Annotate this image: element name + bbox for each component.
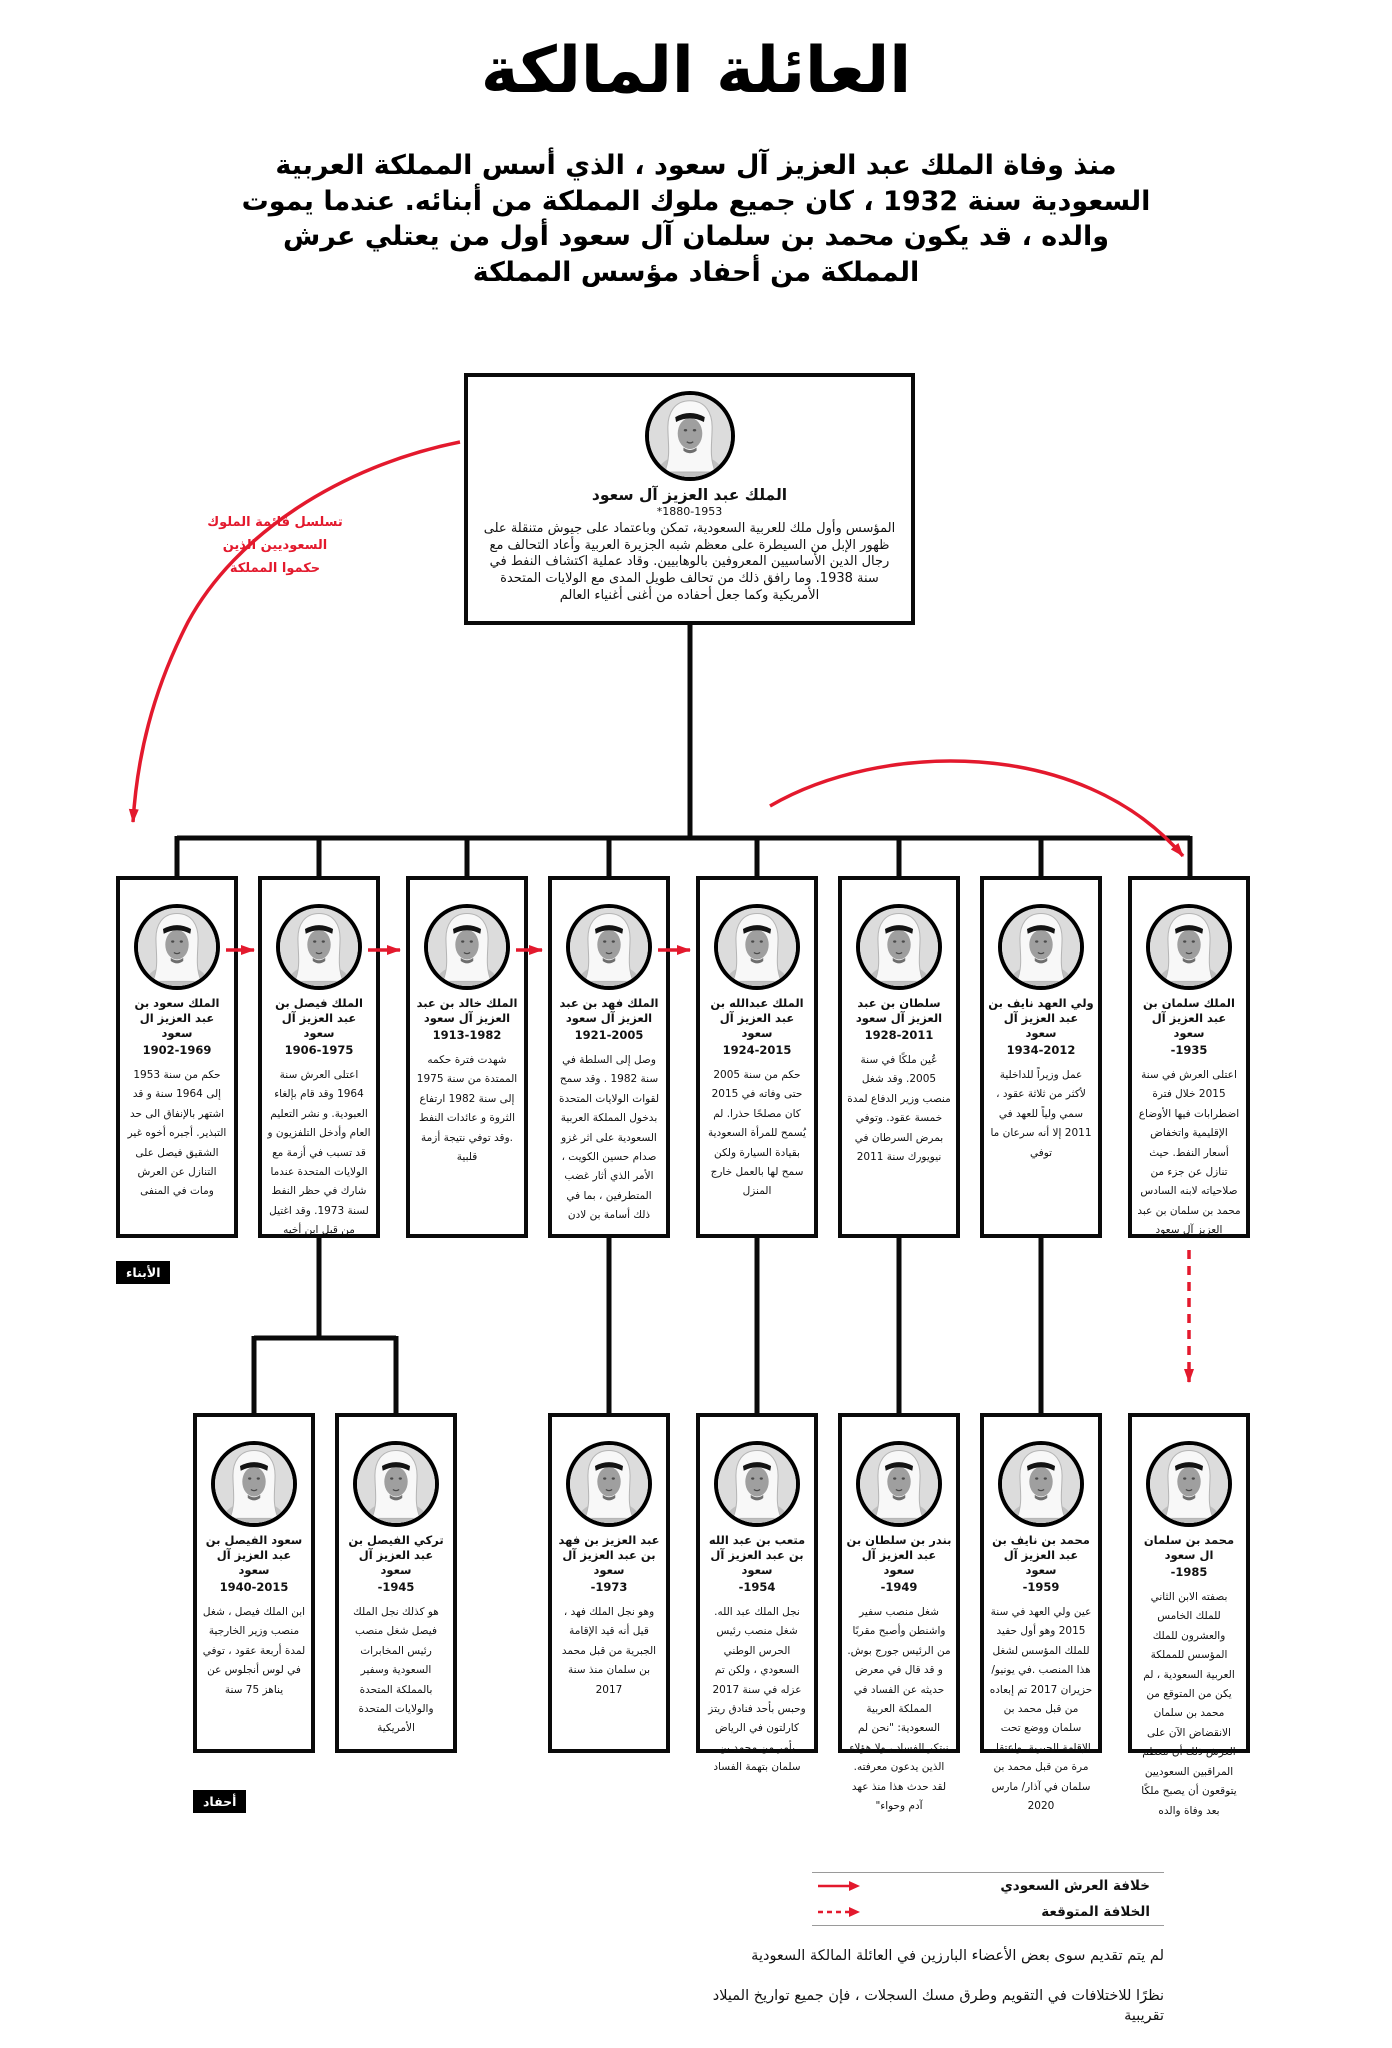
kings-sequence-note: تسلسل قائمة الملوك السعوديين الذين حكموا المملكة [207, 515, 343, 576]
person-portrait-icon [570, 908, 648, 986]
person-portrait-icon [215, 1445, 293, 1523]
footnote-line-2: نظرًا للاختلافات في التقويم وطرق مسك السجلات ، فإن جميع تواريخ الميلاد تقريبية [712, 1988, 1164, 2025]
person-dates: 1959- [1022, 1579, 1060, 1594]
solid-arrow-icon [816, 1880, 862, 1892]
legend-succession-label: خلافة العرش السعودي [1000, 1878, 1150, 1894]
person-name: ولي العهد نايف بن عبد العزيز آل سعود [988, 996, 1094, 1040]
person-portrait-icon [1150, 1445, 1228, 1523]
person-bio: وصل إلى السلطة في سنة 1982 . وقد سمح لقوات الولايات المتحدة بدخول المملكة العربية السعودية على اثر غزو صدام حسين الكويت ، الأمر الذي أثار غضب المتطرفين ، بما في ذلك أسامة بن لادن [558, 1053, 660, 1222]
person-portrait-icon [357, 1445, 435, 1523]
founder-card [464, 373, 915, 625]
portrait-photo [353, 1441, 439, 1527]
king-card-faisal [258, 876, 380, 1238]
person-bio: نجل الملك عبد الله. شغل منصب رئيس الحرس الوطني السعودي ، ولكن تم عزله في سنة 2017 وحبس بأحد فنادق ريتز كارلتون في الرياض بأمر من محمد بن سلمان بتهمة الفساد [708, 1605, 806, 1774]
person-dates: 1921-2005 [574, 1027, 644, 1042]
grandson-card-turki-alfaisal [335, 1413, 457, 1753]
portrait-photo [1146, 1441, 1232, 1527]
person-portrait-icon [649, 395, 731, 477]
grandsons-label: أحفاد [193, 1790, 246, 1813]
person-name: سعود الفيصل بن عبد العزيز آل سعود [205, 1533, 303, 1577]
person-bio: المؤسس وأول ملك للعربية السعودية، تمكن وباعتماد على جيوش متنقلة على ظهور الإبل من السيطرة على معظم شبه الجزيرة العربية وأعاد التحالف مع رجال الدين الأساسيين المعروفين بالوهابيين. وقاد عملية اكتشاف النفط في سنة 1938. وما رافق ذلك من تحالف طويل المدى مع الولايات المتحدة الأمريكية وكما جعل أحفاده من أغنى أغنياء العالم [483, 521, 896, 603]
founder-portrait [645, 391, 735, 481]
person-dates: 1945- [377, 1579, 415, 1594]
person-dates: 1940-2015 [219, 1579, 289, 1594]
person-portrait-icon [1002, 908, 1080, 986]
portrait-photo [998, 1441, 1084, 1527]
person-dates: 1913-1982 [432, 1027, 502, 1042]
grandson-card-abdulaziz-bin-fahd [548, 1413, 670, 1753]
portrait-photo [424, 904, 510, 990]
person-bio: حكم من سنة 2005 حتى وفاته في 2015 كان مصلحًا حذرا. لم يُسمح للمرأة السعودية بقيادة السيارة ولكن سمح لها بالعمل خارج المنزل [708, 1068, 806, 1198]
person-name: بندر بن سلطان بن عبد العزيز آل سعود [846, 1533, 952, 1577]
person-name: تركي الفيصل بن عبد العزيز آل سعود [348, 1533, 444, 1577]
person-bio: هو كذلك نجل الملك فيصل شغل منصب رئيس المخابرات السعودية وسفير بالمملكة المتحدة والولايات المتحدة الأمريكية [353, 1605, 439, 1735]
person-bio: عُين ملكًا في سنة 2005. وقد شغل منصب وزير الدفاع لمدة خمسة عقود. وتوفي بمرض السرطان في نيويورك سنة 2011 [847, 1053, 951, 1163]
person-name: محمد بن سلمان ال سعود [1143, 1533, 1235, 1562]
person-portrait-icon [280, 908, 358, 986]
king-card-salman [1128, 876, 1250, 1238]
portrait-photo [856, 904, 942, 990]
person-bio: اعتلى العرش في سنة 2015 خلال فترة اضطرابات فيها الأوضاع الإقليمية واتخفاض أسعار النفط. حيث تنازل عن جزء من صلاحياته لابنه السادس محمد بن سلمان بن عبد العزيز آل سعود [1137, 1068, 1241, 1237]
legend-row-expected [812, 1899, 1164, 1925]
person-name: الملك فيصل بن عبد العزيز آل سعود [275, 996, 363, 1040]
person-dates: 1880-1953* [656, 505, 723, 518]
person-name: الملك خالد بن عبد العزيز آل سعود [416, 996, 518, 1025]
person-name: الملك عبدالله بن عبد العزيز آل سعود [710, 996, 804, 1040]
grandson-card-saud-alfaisal [193, 1413, 315, 1753]
person-name: سلطان بن عبد العزيز آل سعود [855, 996, 943, 1025]
king-card-saud [116, 876, 238, 1238]
person-bio: شهدت فترة حكمه الممتدة من سنة 1975 إلى سنة 1982 ارتفاع الثروة و عائدات النفط .وقد توفي نتيجة أزمة قلبية [416, 1053, 518, 1163]
person-name: متعب بن عبد الله بن عبد العزيز آل سعود [708, 1533, 806, 1577]
person-bio: اعتلى العرش سنة 1964 وقد قام بإلغاء العبودية. و نشر التعليم العام وأدخل التلفزيون و قد تسبب في أزمة مع الولايات المتحدة عندما شارك في حظر النفط لسنة 1973. وقد اغتيل من قبل ابن أخيه [267, 1068, 371, 1237]
person-bio: بصفته الابن الثاني للملك الخامس والعشرون للملك المؤسس للمملكة العربية السعودية ، لم يكن من المتوقع من محمد بن سلمان الانقضاض الآن على العرش ذلك أن معظم المراقبين السعوديين يتوقعون أن يصبح ملكًا بعد وفاة والده [1141, 1590, 1237, 1817]
legend-bottom-rule [812, 1925, 1164, 1926]
person-name: الملك سلمان بن عبد العزيز آل سعود [1143, 996, 1235, 1040]
person-bio: عمل وزيراً للداخلية لأكثر من ثلاثة عقود ، سمي ولياً للعهد في 2011 إلا أنه سرعان ما توفي [990, 1068, 1092, 1159]
intro-paragraph: منذ وفاة الملك عبد العزيز آل سعود ، الذي أسس المملكة العربية السعودية سنة 1932 ، كان جميع ملوك المملكة من أبنائه. عندما يموت والده ، قد يكون محمد بن سلمان آل سعود أول من يعتلي عرش المملكة من أحفاد مؤسس المملكة [241, 150, 1151, 288]
person-dates: 1928-2011 [864, 1027, 934, 1042]
portrait-photo [211, 1441, 297, 1527]
person-portrait-icon [718, 1445, 796, 1523]
person-dates: 1902-1969 [142, 1042, 212, 1057]
king-card-khalid [406, 876, 528, 1238]
portrait-photo [714, 1441, 800, 1527]
person-portrait-icon [428, 908, 506, 986]
portrait-photo [714, 904, 800, 990]
person-portrait-icon [860, 908, 938, 986]
portrait-photo [276, 904, 362, 990]
grandson-card-mohammed-bin-nayef [980, 1413, 1102, 1813]
king-card-fahd [548, 876, 670, 1238]
legend-row-succession [812, 1873, 1164, 1899]
person-portrait-icon [860, 1445, 938, 1523]
person-dates: 1934-2012 [1006, 1042, 1076, 1057]
person-dates: 1935- [1170, 1042, 1208, 1057]
person-bio: حكم من سنة 1953 إلى 1964 سنة و قد اشتهر بالإنفاق الى حد التبذير. أجبره أخوه غير الشقيق فيصل على التنازل عن العرش ومات في المنفى [127, 1068, 227, 1198]
portrait-photo [566, 904, 652, 990]
grandson-card-miteb-bin-abdullah [696, 1413, 818, 1774]
person-bio: وهو نجل الملك فهد ، قيل أنه قيد الإقامة الجبرية من قبل محمد بن سلمان منذ سنة 2017 [561, 1605, 657, 1696]
legend-expected-label: الخلافة المتوقعة [1041, 1904, 1150, 1920]
person-portrait-icon [1002, 1445, 1080, 1523]
person-dates: 1949- [880, 1579, 918, 1594]
king-card-nayef [980, 876, 1102, 1238]
person-bio: ابن الملك فيصل ، شغل منصب وزير الخارجية لمدة أربعة عقود ، توفي في لوس أنجلوس عن يناهز 75 سنة [202, 1605, 306, 1696]
person-portrait-icon [570, 1445, 648, 1523]
person-dates: 1985- [1170, 1564, 1208, 1579]
person-portrait-icon [718, 908, 796, 986]
person-bio: شغل منصب سفير واشنطن وأصبح مقربًا من الرئيس جورج بوش. و قد قال في معرض حديثه عن الفساد في المملكة العربية السعودية: "نحن لم نبتكر الفساد ، ولا هؤلاء الذين يدعون معرفته. لقد حدث هذا منذ عهد آدم وحواء" [847, 1605, 951, 1813]
page-title: العائلة المالكة [480, 34, 912, 108]
person-portrait-icon [1150, 908, 1228, 986]
sons-label: الأبناء [116, 1261, 170, 1284]
person-name: الملك عبد العزيز آل سعود [591, 486, 788, 504]
portrait-photo [1146, 904, 1232, 990]
person-name: الملك فهد بن عبد العزيز آل سعود [559, 996, 659, 1025]
person-portrait-icon [138, 908, 216, 986]
person-name: عبد العزيز بن فهد بن عبد العزيز آل سعود [558, 1533, 660, 1577]
legend [812, 1872, 1164, 1926]
king-card-sultan [838, 876, 960, 1238]
portrait-photo [856, 1441, 942, 1527]
person-bio: عين ولي العهد في سنة 2015 وهو أول حفيد للملك المؤسس لشغل هذا المنصب .في يونيو/حزيران 2017 تم إبعاده من قبل محمد بن سلمان ووضع تحت الإقامة الجبرية. واعتقل مرة من قبل محمد بن سلمان في آذار/ مارس 2020 [989, 1605, 1093, 1813]
person-name: محمد بن نايف بن عبد العزيز آل سعود [992, 1533, 1090, 1577]
person-dates: 1954- [738, 1579, 776, 1594]
footnote-line-1: لم يتم تقديم سوى بعض الأعضاء البارزين في العائلة المالكة السعودية [751, 1948, 1164, 1964]
person-dates: 1973- [590, 1579, 628, 1594]
portrait-photo [998, 904, 1084, 990]
person-dates: 1906-1975 [284, 1042, 354, 1057]
dashed-arrow-icon [816, 1906, 862, 1918]
person-name: الملك سعود بن عبد العزيز ال سعود [134, 996, 220, 1040]
person-dates: 1924-2015 [722, 1042, 792, 1057]
grandson-card-mohammed-bin-salman [1128, 1413, 1250, 1817]
portrait-photo [134, 904, 220, 990]
portrait-photo [566, 1441, 652, 1527]
king-card-abdullah [696, 876, 818, 1238]
grandson-card-bandar-bin-sultan [838, 1413, 960, 1813]
